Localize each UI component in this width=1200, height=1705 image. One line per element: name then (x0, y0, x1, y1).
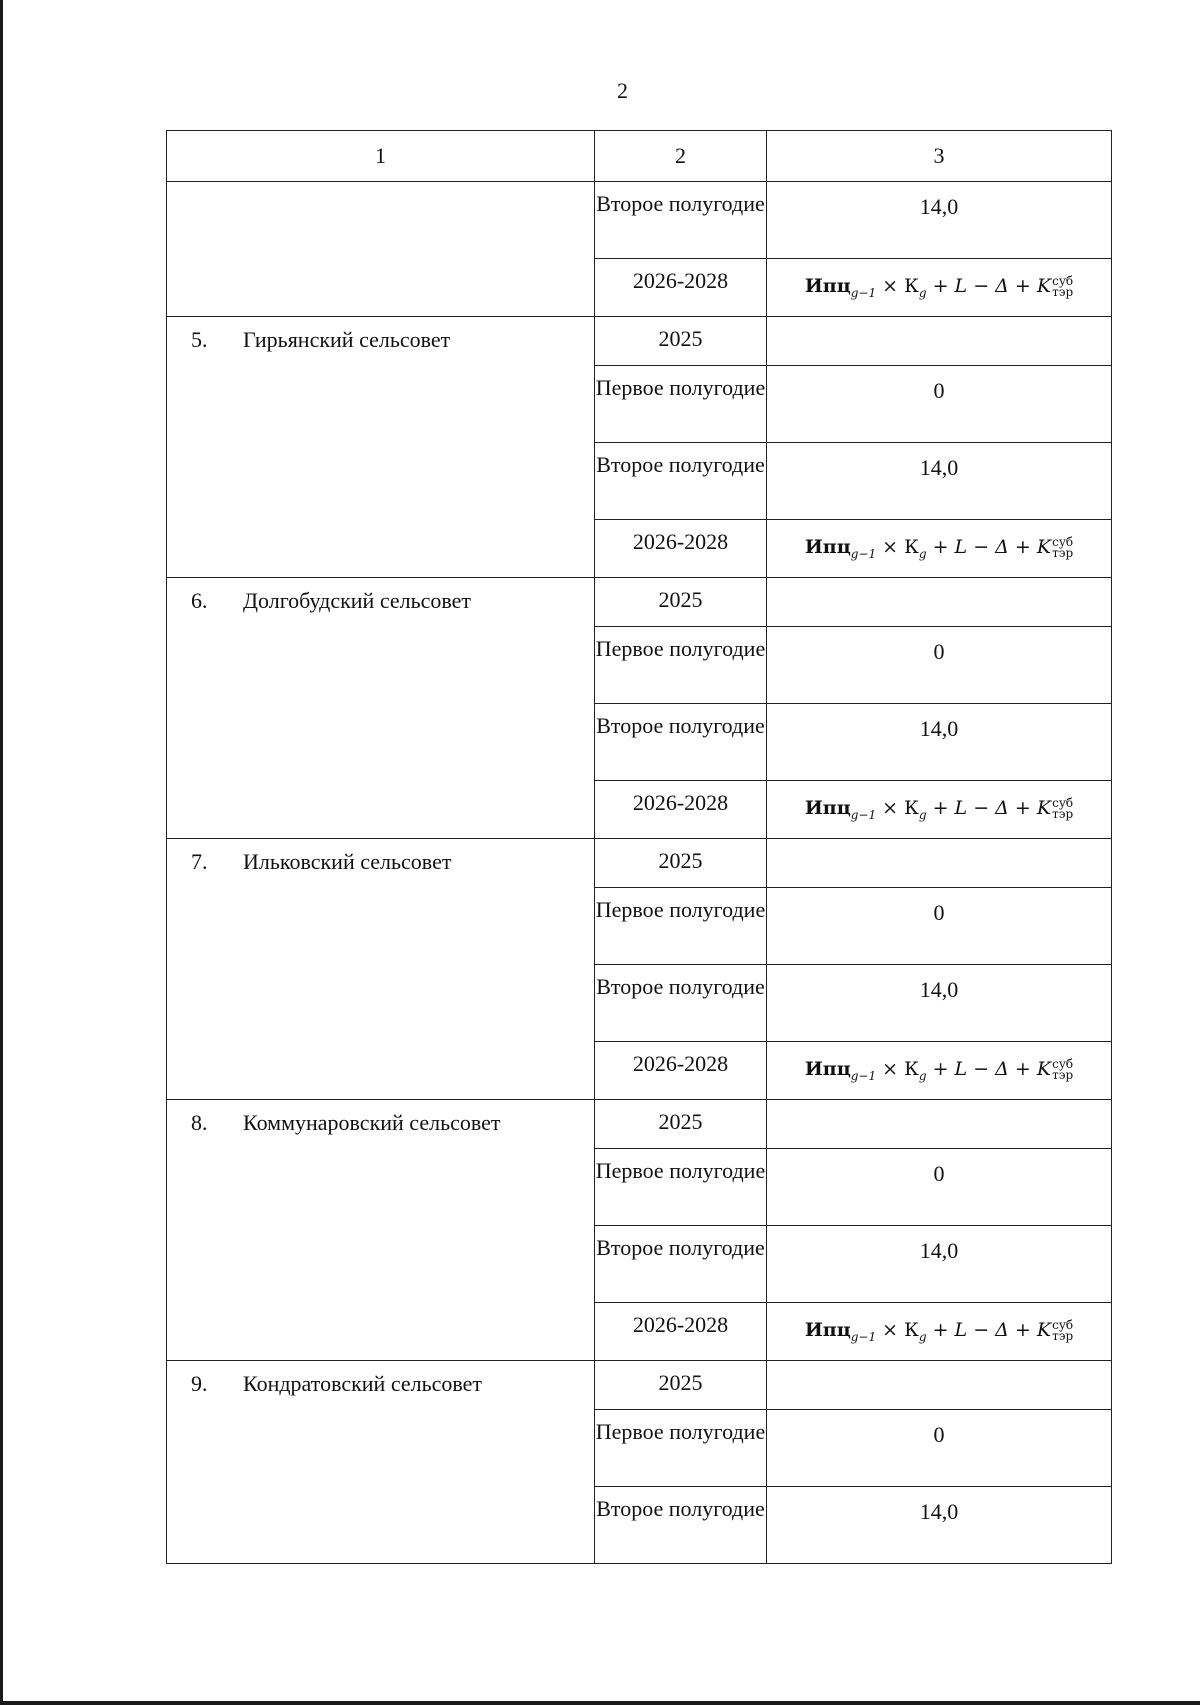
period-cell: 2025 (595, 578, 767, 627)
formula-k: К (904, 1058, 919, 1081)
formula-k2-sup: суб (1052, 796, 1074, 811)
formula-cell (767, 1303, 1112, 1361)
entity-number: 7. (191, 849, 208, 874)
formula-cell (767, 781, 1112, 839)
period-cell: 2025 (595, 317, 767, 366)
formula-k2-sub: тэр (1052, 807, 1074, 822)
value-cell: 14,0 (767, 1226, 1112, 1303)
table-row (167, 182, 1112, 259)
value-cell (767, 578, 1112, 627)
period-cell: Второе полугодие (595, 443, 767, 520)
formula-ipc-sub: g−1 (850, 1329, 877, 1344)
entity-name: Кондратовский сельсовет (243, 1371, 483, 1396)
formula-k2-sub: тэр (1052, 1329, 1074, 1344)
entity-name: Долгобудский сельсовет (243, 588, 472, 613)
period-cell: 2025 (595, 839, 767, 888)
formula-k-sub: g (918, 807, 927, 822)
period-cell: Второе полугодие (595, 704, 767, 781)
formula-ipc: Ипц (804, 1319, 851, 1342)
period-cell: 2026-2028 (595, 781, 767, 839)
value-cell (767, 317, 1112, 366)
entity-name: Гирьянский сельсовет (243, 327, 451, 352)
value-cell: 14,0 (767, 1487, 1112, 1564)
period-cell: Второе полугодие (595, 182, 767, 259)
page-number: 2 (617, 78, 628, 103)
value-cell: 14,0 (767, 704, 1112, 781)
value-cell (767, 1361, 1112, 1410)
period-cell: 2026-2028 (595, 520, 767, 578)
value-cell: 0 (767, 366, 1112, 443)
entity-cell (167, 1361, 595, 1564)
formula-ipc-sub: g−1 (850, 546, 877, 561)
formula-k: К (904, 275, 919, 298)
formula-ipc: Ипц (804, 1058, 851, 1081)
header-col-2: 2 (595, 131, 767, 182)
formula-k2-sup: суб (1052, 274, 1074, 289)
period-cell: 2026-2028 (595, 1042, 767, 1100)
entity-cell (167, 1100, 595, 1361)
table-header-row (167, 131, 1112, 182)
tariff-table (166, 130, 1112, 1564)
entity-name: Ильковский сельсовет (243, 849, 452, 874)
formula-k-sub: g (918, 546, 927, 561)
formula-ipc-sub: g−1 (850, 285, 877, 300)
formula-ipc: Ипц (804, 797, 851, 820)
period-cell: Первое полугодие (595, 888, 767, 965)
formula-k: К (904, 1319, 919, 1342)
entity-number: 9. (191, 1371, 208, 1396)
value-cell: 14,0 (767, 182, 1112, 259)
formula-ipc: Ипц (804, 275, 851, 298)
period-cell: 2026-2028 (595, 259, 767, 317)
entity-number: 5. (191, 327, 208, 352)
value-cell (767, 1100, 1112, 1149)
period-cell: Первое полугодие (595, 1149, 767, 1226)
period-cell: 2026-2028 (595, 1303, 767, 1361)
value-cell (767, 839, 1112, 888)
entity-name: Коммунаровский сельсовет (243, 1110, 501, 1135)
formula-k-sub: g (918, 1329, 927, 1344)
entity-cell (167, 182, 595, 317)
formula-times: × (882, 1319, 899, 1342)
formula-rest: + L − Δ + K (932, 536, 1052, 559)
table-row (167, 317, 1112, 366)
formula-ipc-sub: g−1 (850, 1068, 877, 1083)
formula-k-sub: g (918, 285, 927, 300)
period-cell: 2025 (595, 1100, 767, 1149)
header-col-1: 1 (167, 131, 595, 182)
formula-cell (767, 520, 1112, 578)
formula-rest: + L − Δ + K (932, 275, 1052, 298)
value-cell: 14,0 (767, 443, 1112, 520)
formula-cell (767, 1042, 1112, 1100)
formula-k2-sup: суб (1052, 1057, 1074, 1072)
formula-rest: + L − Δ + K (932, 1058, 1052, 1081)
formula-times: × (882, 1058, 899, 1081)
table-row (167, 839, 1112, 888)
table-row (167, 1361, 1112, 1410)
formula-ipc-sub: g−1 (850, 807, 877, 822)
formula-k: К (904, 797, 919, 820)
entity-number: 8. (191, 1110, 208, 1135)
table-row (167, 578, 1112, 627)
value-cell: 14,0 (767, 965, 1112, 1042)
scan-edge-bottom (0, 1701, 1200, 1705)
formula-k-sub: g (918, 1068, 927, 1083)
formula-k2-sub: тэр (1052, 1068, 1074, 1083)
formula-k: К (904, 536, 919, 559)
period-cell: Первое полугодие (595, 1410, 767, 1487)
entity-cell (167, 839, 595, 1100)
formula-times: × (882, 275, 899, 298)
value-cell: 0 (767, 1149, 1112, 1226)
period-cell: Второе полугодие (595, 1487, 767, 1564)
formula-k2-sub: тэр (1052, 546, 1074, 561)
value-cell: 0 (767, 1410, 1112, 1487)
formula-k2-sup: суб (1052, 535, 1074, 550)
formula-times: × (882, 797, 899, 820)
formula-rest: + L − Δ + K (932, 797, 1052, 820)
formula-ipc: Ипц (804, 536, 851, 559)
period-cell: Второе полугодие (595, 1226, 767, 1303)
period-cell: Первое полугодие (595, 366, 767, 443)
entity-cell (167, 317, 595, 578)
formula-k2-sub: тэр (1052, 285, 1074, 300)
entity-cell (167, 578, 595, 839)
formula-cell (767, 259, 1112, 317)
scan-edge-left (0, 0, 3, 1705)
period-cell: Первое полугодие (595, 627, 767, 704)
header-col-3: 3 (767, 131, 1112, 182)
entity-number: 6. (191, 588, 208, 613)
period-cell: Второе полугодие (595, 965, 767, 1042)
formula-k2-sup: суб (1052, 1318, 1074, 1333)
formula-rest: + L − Δ + K (932, 1319, 1052, 1342)
value-cell: 0 (767, 627, 1112, 704)
period-cell: 2025 (595, 1361, 767, 1410)
formula-times: × (882, 536, 899, 559)
value-cell: 0 (767, 888, 1112, 965)
table-row (167, 1100, 1112, 1149)
